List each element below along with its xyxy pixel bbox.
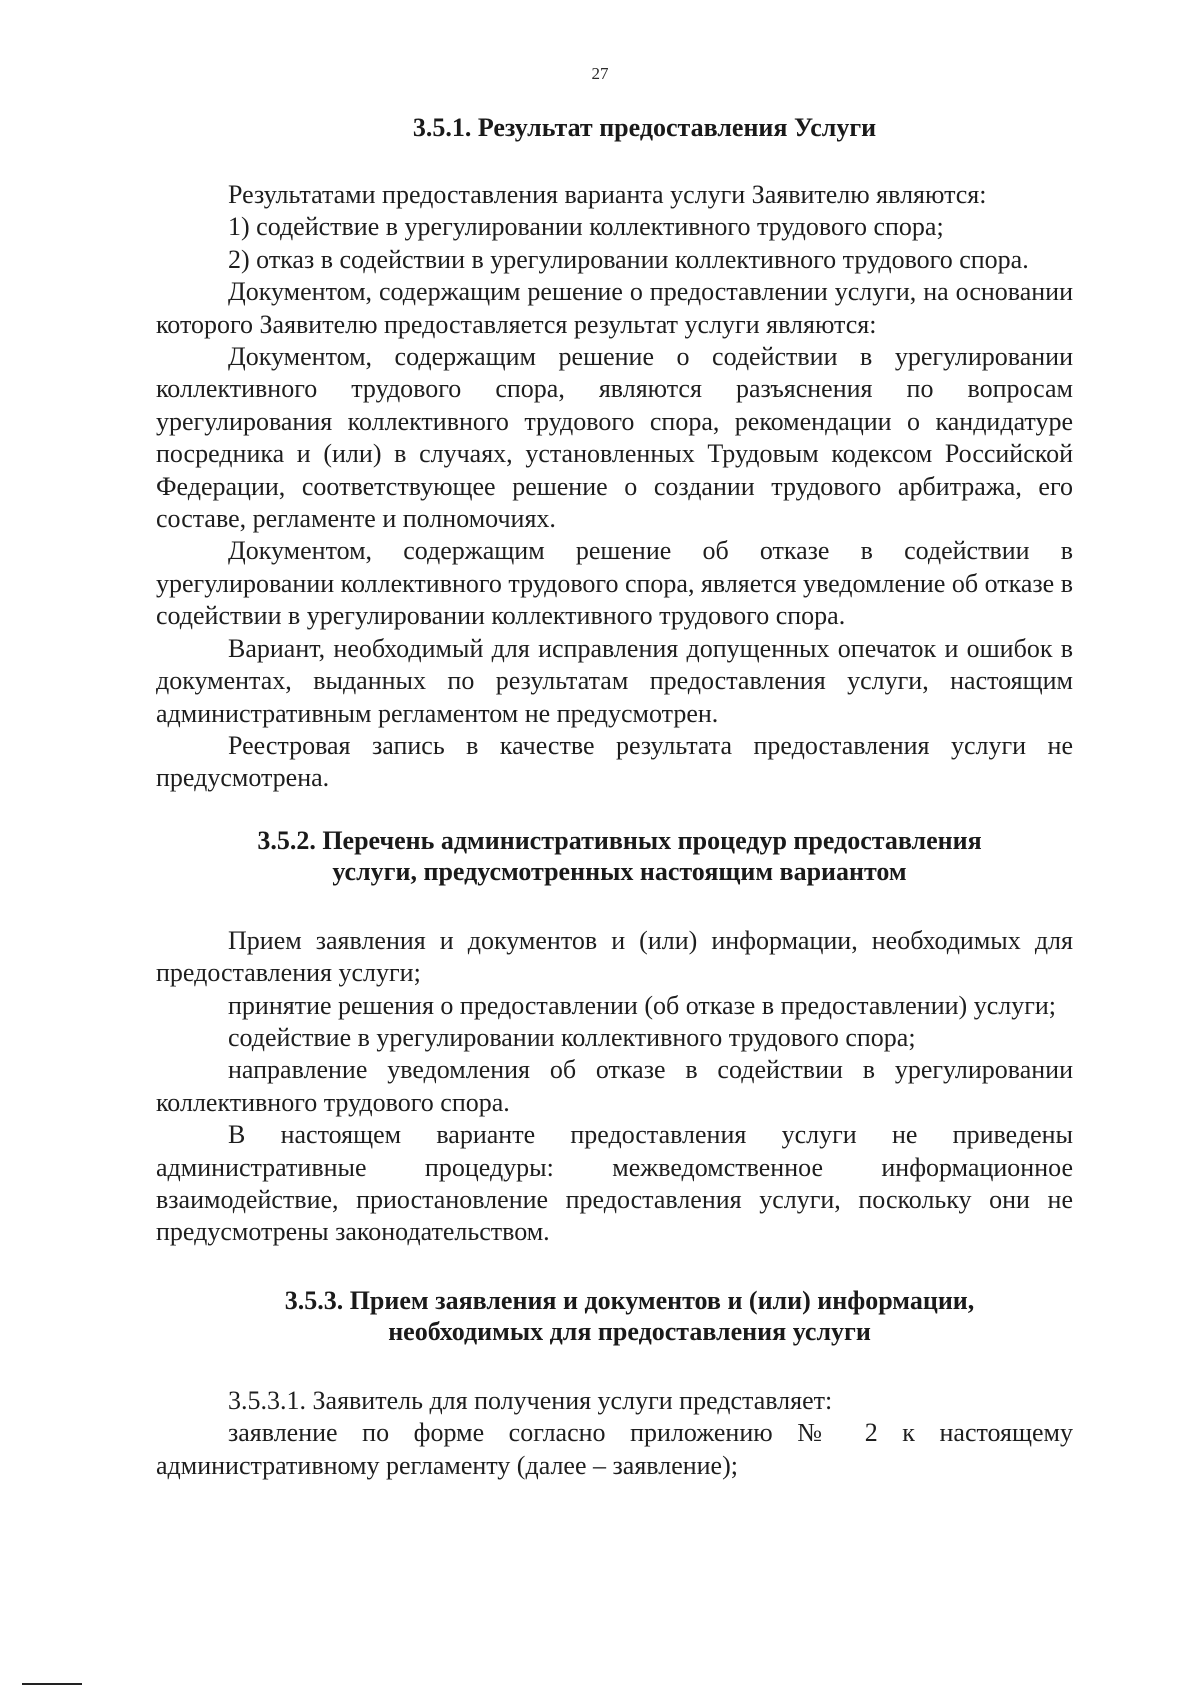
paragraph: Прием заявления и документов и (или) информации, необходимых для предоставления услуги;	[156, 925, 1073, 988]
section-heading-line: необходимых для предоставления услуги	[388, 1316, 871, 1346]
paragraph: Документом, содержащим решение об отказе в содействии в урегулировании коллективного трудового спора, является уведомление об отказе в содействии в урегулировании коллективного трудового спора.	[156, 536, 1073, 631]
paragraph: 1) содействие в урегулировании коллективного трудового спора;	[228, 212, 944, 242]
section-heading-line: услуги, предусмотренных настоящим вариантом	[332, 856, 907, 886]
paragraph: 3.5.3.1. Заявитель для получения услуги представляет:	[228, 1385, 833, 1415]
section-heading-line: 3.5.2. Перечень административных процедур предоставления	[257, 825, 982, 855]
paragraph: В настоящем варианте предоставления услуги не приведены административные процедуры: межведомственное информационное взаимодействие, приостановление предоставления услуги, поскольку они не предусмотрены законодательством.	[156, 1120, 1073, 1247]
section-heading-line: 3.5.3. Прием заявления и документов и (или) информации,	[284, 1285, 975, 1315]
section-heading-3-5-2	[156, 825, 1073, 887]
paragraph: направление уведомления об отказе в содействии в урегулировании коллективного трудового спора.	[156, 1055, 1073, 1117]
section-heading-3-5-3	[156, 1285, 1073, 1347]
document-body	[156, 112, 1073, 1482]
paragraph: Реестровая запись в качестве результата предоставления услуги не предусмотрена.	[156, 730, 1073, 793]
section-heading-3-5-1: 3.5.1. Результат предоставления Услуги	[412, 113, 877, 142]
page-number: 27	[591, 64, 609, 83]
paragraph: 2) отказ в содействии в урегулировании коллективного трудового спора.	[228, 244, 1029, 274]
paragraph: заявление по форме согласно приложению № 2 к настоящему административному регламенту (далее – заявление);	[156, 1418, 1073, 1480]
paragraph: принятие решения о предоставлении (об отказе в предоставлении) услуги;	[228, 990, 1057, 1020]
paragraph: Результатами предоставления варианта услуги Заявителю являются:	[228, 180, 987, 209]
paragraph: Документом, содержащим решение о содействии в урегулировании коллективного трудового спора, являются разъяснения по вопросам урегулирования коллективного трудового спора, рекомендации о кандидатуре посредника и (или) в случаях, установленных Трудовым кодексом Российской Федерации, соответствующее решение о создании трудового арбитража, его составе, регламенте и полномочиях.	[156, 342, 1073, 534]
paragraph: содействие в урегулировании коллективного трудового спора;	[228, 1022, 916, 1052]
scan-edge-mark	[22, 1683, 82, 1685]
paragraph: Вариант, необходимый для исправления допущенных опечаток и ошибок в документах, выданных по результатам предоставления услуги, настоящим административным регламентом не предусмотрен.	[156, 633, 1073, 728]
paragraph: Документом, содержащим решение о предоставлении услуги, на основании которого Заявителю предоставляется результат услуги являются:	[156, 277, 1073, 339]
